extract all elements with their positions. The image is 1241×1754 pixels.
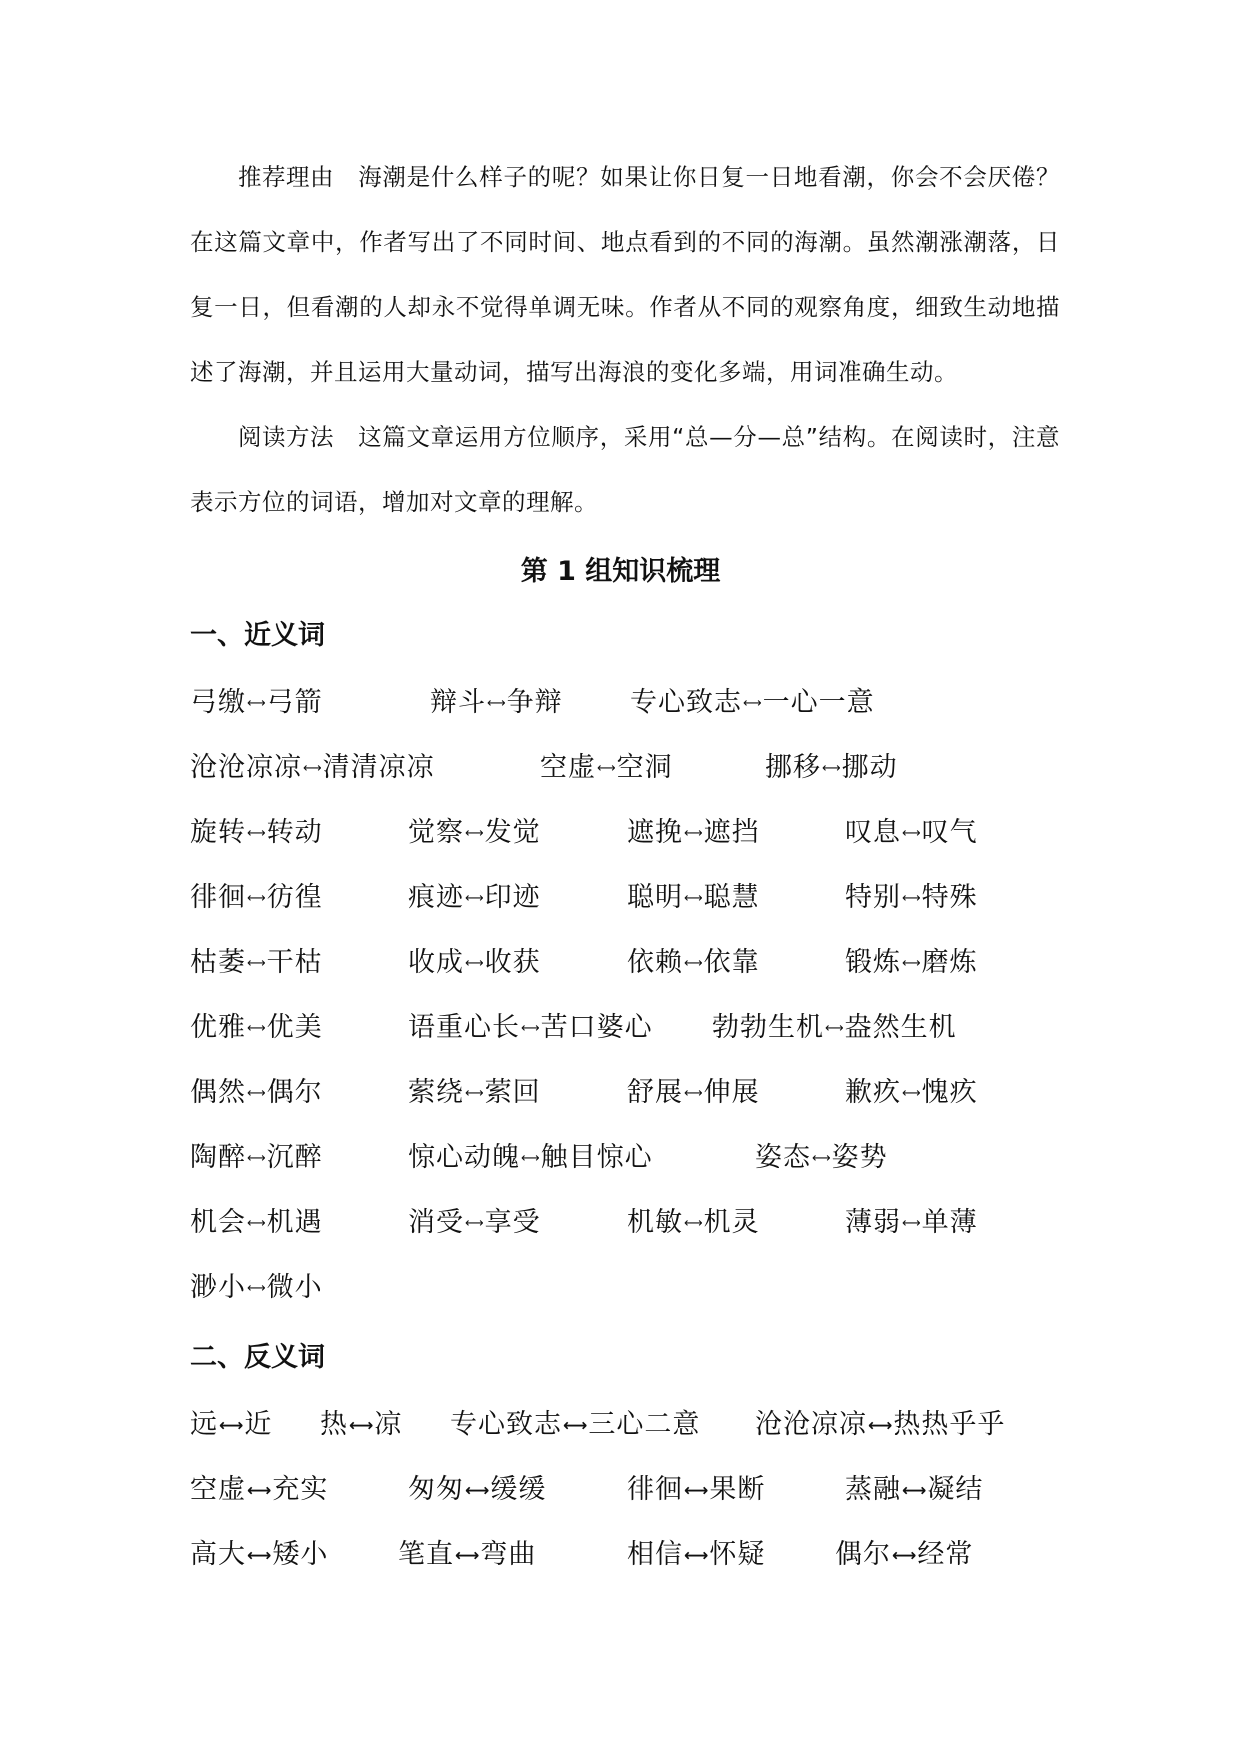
synonym-pair: [627, 1203, 760, 1244]
paired-word: 微小: [266, 1272, 323, 1303]
synonym-pair: [845, 1203, 978, 1244]
reading-method-label: 阅读方法: [238, 423, 334, 451]
paired-word: 享受: [484, 1207, 541, 1238]
word: 空虚: [540, 752, 596, 783]
synonym-pair: [190, 1008, 323, 1049]
section-heading-antonyms: 二、反义词: [190, 1342, 325, 1373]
paired-word: 优美: [266, 1012, 323, 1043]
word: 遮挽: [627, 817, 683, 848]
synonym-row: [190, 683, 1090, 723]
word: 陶醉: [190, 1142, 246, 1173]
paired-word: 收获: [484, 947, 541, 978]
double-arrow-icon: ⟷: [563, 1415, 588, 1436]
word: 依赖: [627, 947, 683, 978]
word: 笔直: [398, 1539, 454, 1570]
synonym-row: [190, 1203, 1090, 1243]
synonym-pair: [190, 1203, 323, 1244]
synonym-row: [190, 1073, 1090, 1113]
page-title: 第 1 组知识梳理: [520, 556, 721, 587]
synonym-pair: [408, 813, 541, 854]
synonym-pair: [408, 943, 541, 984]
antonym-pair: [835, 1535, 973, 1576]
double-arrow-icon: ⟷: [684, 1215, 703, 1231]
synonym-row: [190, 748, 1090, 788]
double-arrow-icon: ⟷: [465, 1215, 484, 1231]
synonym-pair: [190, 1073, 323, 1114]
paired-word: 充实: [272, 1474, 329, 1505]
double-arrow-icon: ⟷: [247, 1480, 272, 1501]
double-arrow-icon: ⟷: [247, 825, 266, 841]
synonym-pair: [408, 878, 541, 919]
synonym-pair: [430, 683, 563, 724]
synonym-row: [190, 813, 1090, 853]
synonym-pair: [190, 683, 323, 724]
double-arrow-icon: ⟷: [219, 1415, 244, 1436]
antonym-pair: [627, 1535, 765, 1576]
recommendation-paragraph: [190, 145, 1060, 405]
antonym-pair: [190, 1405, 272, 1446]
word: 高大: [190, 1539, 246, 1570]
antonym-pair: [755, 1405, 1005, 1446]
synonym-pair: [408, 1203, 541, 1244]
paired-word: 怀疑: [709, 1539, 766, 1570]
synonym-pair: [190, 748, 435, 789]
paired-word: 遮挡: [703, 817, 760, 848]
paired-word: 叹气: [921, 817, 978, 848]
recommendation-text: 海潮是什么样子的呢？如果让你日复一日地看潮，你会不会厌倦？在这篇文章中，作者写出了不同时间、地点看到的不同的海潮。虽然潮涨潮落，日复一日，但看潮的人却永不觉得单调无味。作者从不同的观察角度，细致生动地描述了海潮，并且运用大量动词，描写出海浪的变化多端，用词准确生动。: [190, 163, 1060, 386]
synonym-pair: [630, 683, 875, 724]
synonym-pair: [190, 878, 323, 919]
antonym-pair: [190, 1470, 328, 1511]
reading-method-paragraph: [190, 405, 1060, 535]
word: 优雅: [190, 1012, 246, 1043]
double-arrow-icon: ⟷: [247, 1020, 266, 1036]
word: 相信: [627, 1539, 683, 1570]
double-arrow-icon: ⟷: [303, 760, 322, 776]
double-arrow-icon: ⟷: [684, 890, 703, 906]
synonym-pair: [755, 1138, 888, 1179]
double-arrow-icon: ⟷: [521, 1020, 540, 1036]
double-arrow-icon: ⟷: [902, 825, 921, 841]
synonym-pair: [190, 1138, 323, 1179]
double-arrow-icon: ⟷: [247, 1545, 272, 1566]
antonym-row: [190, 1470, 1090, 1510]
word: 枯萎: [190, 947, 246, 978]
paired-word: 三心二意: [588, 1409, 701, 1440]
word: 沧沧凉凉: [755, 1409, 867, 1440]
word: 特别: [845, 882, 901, 913]
paired-word: 单薄: [921, 1207, 978, 1238]
paired-word: 弓箭: [266, 687, 323, 718]
synonym-pair: [845, 943, 978, 984]
paired-word: 转动: [266, 817, 323, 848]
word: 旋转: [190, 817, 246, 848]
antonym-pair: [320, 1405, 402, 1446]
word: 偶尔: [835, 1539, 891, 1570]
word: 叹息: [845, 817, 901, 848]
double-arrow-icon: ⟷: [487, 695, 506, 711]
synonym-pair: [408, 1008, 653, 1049]
double-arrow-icon: ⟷: [902, 1215, 921, 1231]
section-heading-synonyms: 一、近义词: [190, 620, 325, 651]
paired-word: 弯曲: [480, 1539, 537, 1570]
paired-word: 聪慧: [703, 882, 760, 913]
double-arrow-icon: ⟷: [684, 1480, 709, 1501]
word: 姿态: [755, 1142, 811, 1173]
paired-word: 经常: [917, 1539, 974, 1570]
paired-word: 苦口婆心: [540, 1012, 653, 1043]
paired-word: 彷徨: [266, 882, 323, 913]
word: 远: [190, 1409, 218, 1440]
antonym-pair: [408, 1470, 546, 1511]
paired-word: 矮小: [272, 1539, 329, 1570]
synonym-row: [190, 1008, 1090, 1048]
word: 机敏: [627, 1207, 683, 1238]
word: 觉察: [408, 817, 464, 848]
word: 歉疚: [845, 1077, 901, 1108]
paired-word: 姿势: [831, 1142, 888, 1173]
double-arrow-icon: ⟷: [902, 1480, 927, 1501]
paired-word: 机灵: [703, 1207, 760, 1238]
synonym-pair: [765, 748, 898, 789]
antonym-pair: [450, 1405, 700, 1446]
word: 萦绕: [408, 1077, 464, 1108]
synonym-pair: [712, 1008, 957, 1049]
synonym-pair: [627, 1073, 760, 1114]
double-arrow-icon: ⟷: [822, 760, 841, 776]
paired-word: 缓缓: [490, 1474, 547, 1505]
word: 收成: [408, 947, 464, 978]
double-arrow-icon: ⟷: [465, 890, 484, 906]
double-arrow-icon: ⟷: [597, 760, 616, 776]
paired-word: 干枯: [266, 947, 323, 978]
synonym-pair: [845, 878, 978, 919]
synonym-pair: [190, 813, 323, 854]
double-arrow-icon: ⟷: [868, 1415, 893, 1436]
paired-word: 近: [244, 1409, 273, 1440]
synonym-row: [190, 1268, 1090, 1308]
paired-word: 沉醉: [266, 1142, 323, 1173]
synonym-pair: [627, 943, 760, 984]
reading-method-text: 这篇文章运用方位顺序，采用“总—分—总”结构。在阅读时，注意表示方位的词语，增加对文章的理解。: [190, 423, 1060, 516]
word: 弓缴: [190, 687, 246, 718]
word: 蒸融: [845, 1474, 901, 1505]
word: 专心致志: [450, 1409, 562, 1440]
double-arrow-icon: ⟷: [521, 1150, 540, 1166]
paired-word: 热热乎乎: [893, 1409, 1006, 1440]
double-arrow-icon: ⟷: [247, 1215, 266, 1231]
word: 聪明: [627, 882, 683, 913]
paired-word: 特殊: [921, 882, 978, 913]
synonym-row: [190, 878, 1090, 918]
word: 辩斗: [430, 687, 486, 718]
paired-word: 发觉: [484, 817, 541, 848]
double-arrow-icon: ⟷: [892, 1545, 917, 1566]
word: 勃勃生机: [712, 1012, 824, 1043]
paired-word: 萦回: [484, 1077, 541, 1108]
synonym-pair: [627, 878, 760, 919]
double-arrow-icon: ⟷: [247, 1280, 266, 1296]
paired-word: 磨炼: [921, 947, 978, 978]
synonym-pair: [845, 813, 978, 854]
double-arrow-icon: ⟷: [812, 1150, 831, 1166]
word: 挪移: [765, 752, 821, 783]
word: 偶然: [190, 1077, 246, 1108]
paired-word: 凉: [374, 1409, 403, 1440]
paired-word: 一心一意: [762, 687, 875, 718]
double-arrow-icon: ⟷: [465, 955, 484, 971]
word: 机会: [190, 1207, 246, 1238]
antonym-pair: [845, 1470, 983, 1511]
word: 匆匆: [408, 1474, 464, 1505]
word: 专心致志: [630, 687, 742, 718]
double-arrow-icon: ⟷: [247, 955, 266, 971]
word: 痕迹: [408, 882, 464, 913]
word: 薄弱: [845, 1207, 901, 1238]
word: 惊心动魄: [408, 1142, 520, 1173]
double-arrow-icon: ⟷: [247, 890, 266, 906]
double-arrow-icon: ⟷: [684, 1545, 709, 1566]
antonym-pair: [627, 1470, 765, 1511]
double-arrow-icon: ⟷: [902, 1085, 921, 1101]
synonym-row: [190, 943, 1090, 983]
double-arrow-icon: ⟷: [465, 825, 484, 841]
paired-word: 清清凉凉: [322, 752, 435, 783]
word: 热: [320, 1409, 348, 1440]
word: 锻炼: [845, 947, 901, 978]
antonym-row: [190, 1535, 1090, 1575]
paired-word: 挪动: [841, 752, 898, 783]
paired-word: 凝结: [927, 1474, 984, 1505]
double-arrow-icon: ⟷: [247, 1085, 266, 1101]
synonym-pair: [190, 1268, 323, 1309]
word: 舒展: [627, 1077, 683, 1108]
paired-word: 盎然生机: [844, 1012, 957, 1043]
recommendation-label: 推荐理由: [238, 163, 334, 191]
synonym-pair: [408, 1073, 541, 1114]
synonym-pair: [408, 1138, 653, 1179]
synonym-pair: [627, 813, 760, 854]
double-arrow-icon: ⟷: [684, 1085, 703, 1101]
double-arrow-icon: ⟷: [455, 1545, 480, 1566]
word: 沧沧凉凉: [190, 752, 302, 783]
double-arrow-icon: ⟷: [743, 695, 762, 711]
antonym-pair: [398, 1535, 536, 1576]
paired-word: 机遇: [266, 1207, 323, 1238]
double-arrow-icon: ⟷: [825, 1020, 844, 1036]
word: 空虚: [190, 1474, 246, 1505]
paired-word: 空洞: [616, 752, 673, 783]
word: 消受: [408, 1207, 464, 1238]
word: 语重心长: [408, 1012, 520, 1043]
paired-word: 依靠: [703, 947, 760, 978]
antonym-pair: [190, 1535, 328, 1576]
double-arrow-icon: ⟷: [465, 1480, 490, 1501]
antonym-row: [190, 1405, 1090, 1445]
synonym-row: [190, 1138, 1090, 1178]
paired-word: 触目惊心: [540, 1142, 653, 1173]
double-arrow-icon: ⟷: [247, 695, 266, 711]
double-arrow-icon: ⟷: [684, 825, 703, 841]
double-arrow-icon: ⟷: [902, 890, 921, 906]
synonym-pair: [540, 748, 673, 789]
word: 徘徊: [190, 882, 246, 913]
paired-word: 偶尔: [266, 1077, 323, 1108]
double-arrow-icon: ⟷: [684, 955, 703, 971]
synonym-pair: [190, 943, 323, 984]
paired-word: 争辩: [506, 687, 563, 718]
paired-word: 果断: [709, 1474, 766, 1505]
double-arrow-icon: ⟷: [902, 955, 921, 971]
synonym-pair: [845, 1073, 978, 1114]
double-arrow-icon: ⟷: [349, 1415, 374, 1436]
word: 渺小: [190, 1272, 246, 1303]
word: 徘徊: [627, 1474, 683, 1505]
paired-word: 伸展: [703, 1077, 760, 1108]
paired-word: 印迹: [484, 882, 541, 913]
paired-word: 愧疚: [921, 1077, 978, 1108]
double-arrow-icon: ⟷: [465, 1085, 484, 1101]
double-arrow-icon: ⟷: [247, 1150, 266, 1166]
